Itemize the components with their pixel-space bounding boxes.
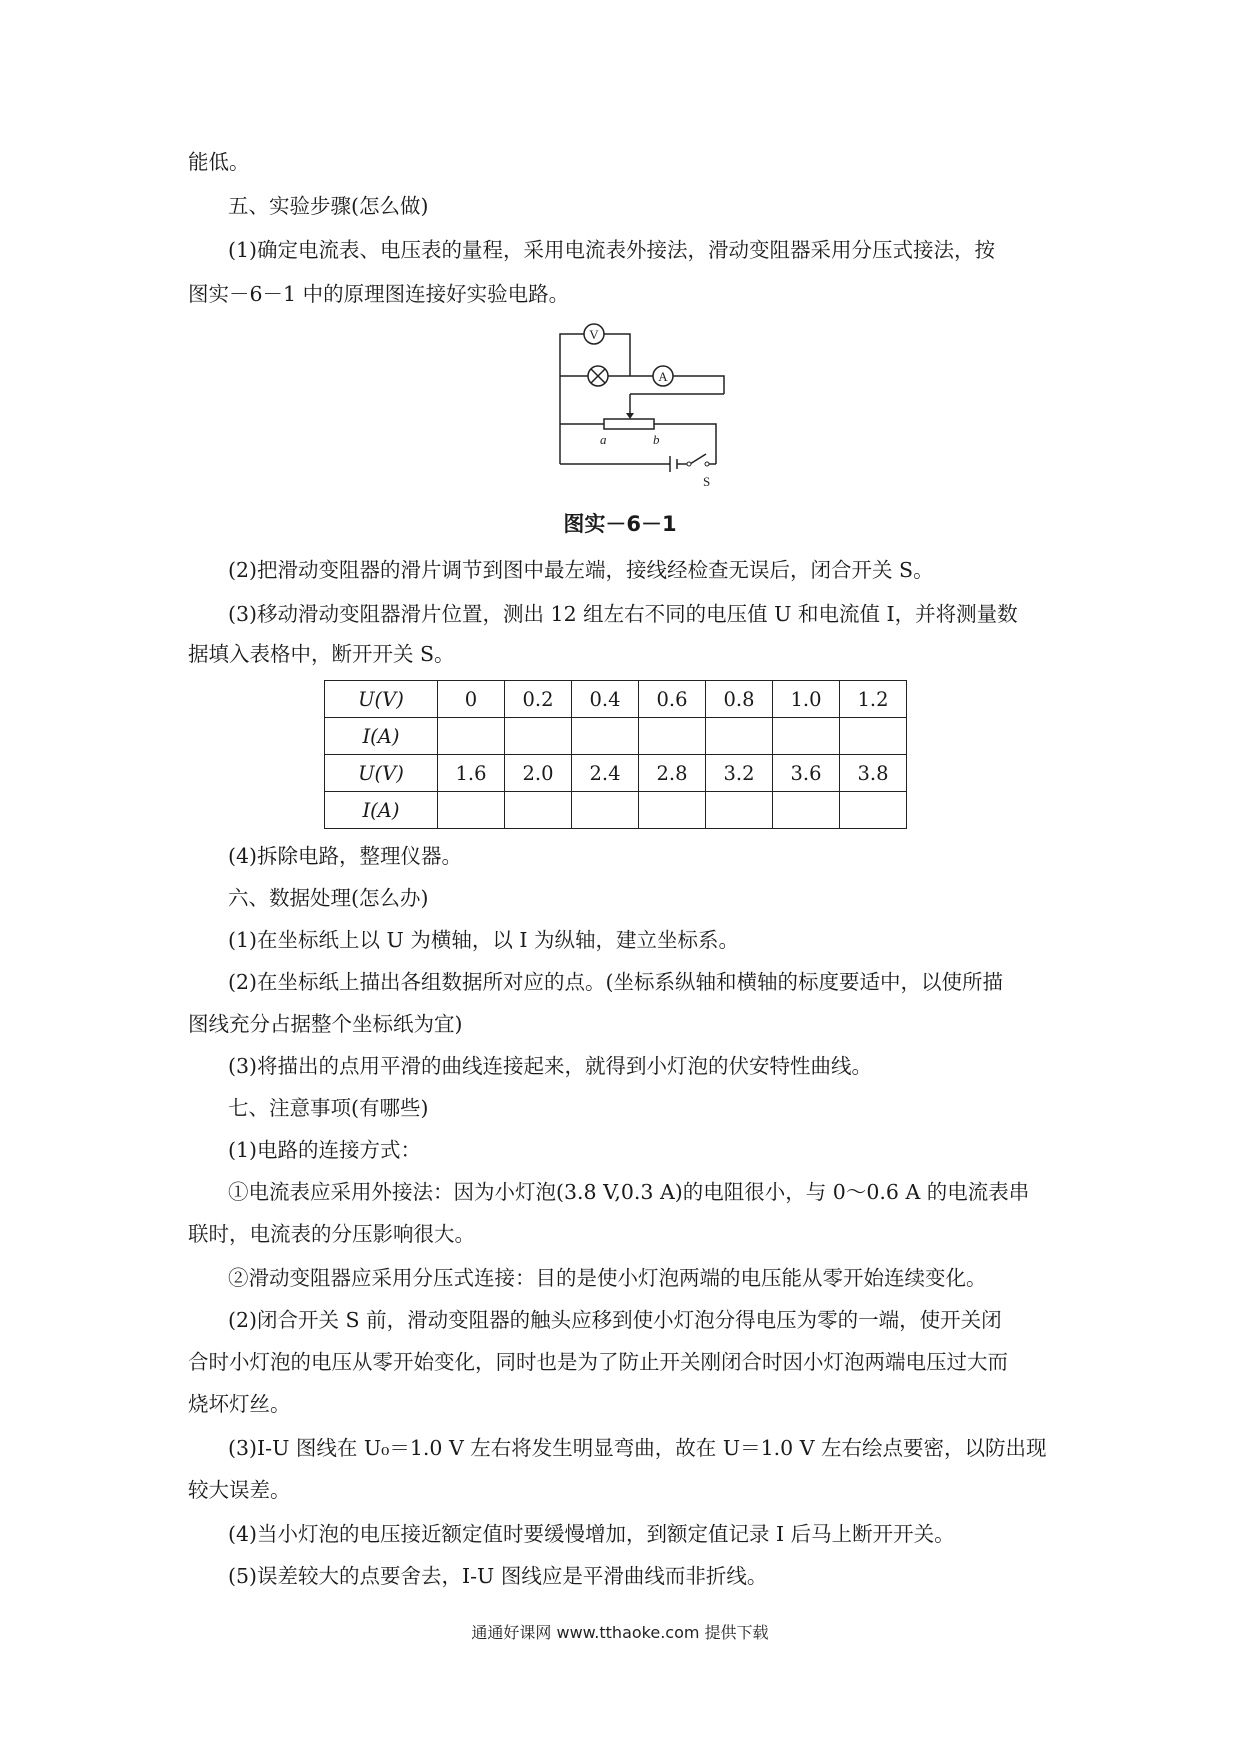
table-cell	[639, 792, 706, 829]
table-cell: 3.6	[773, 755, 840, 792]
text-line: (1)电路的连接方式：	[228, 1138, 422, 1162]
table-cell	[840, 792, 907, 829]
table-cell: 0	[438, 681, 505, 718]
text-line: (4)拆除电路，整理仪器。	[228, 844, 463, 868]
section-heading-data: 六、数据处理(怎么办)	[228, 886, 429, 910]
table-cell: 0.8	[706, 681, 773, 718]
text-line: (1)在坐标纸上以 U 为横轴，以 I 为纵轴，建立坐标系。	[228, 928, 739, 952]
label-b: b	[653, 432, 660, 447]
rheostat-symbol	[604, 419, 654, 429]
table-row	[325, 755, 907, 792]
text-line: (2)把滑动变阻器的滑片调节到图中最左端，接线经检查无误后，闭合开关 S。	[228, 558, 934, 582]
table-cell	[438, 718, 505, 755]
table-cell	[505, 718, 572, 755]
text-line: 图线充分占据整个坐标纸为宜)	[188, 1012, 463, 1036]
table-cell	[706, 718, 773, 755]
section-heading-steps: 五、实验步骤(怎么做)	[228, 194, 429, 218]
voltmeter-label: V	[589, 327, 599, 342]
text-line: 烧坏灯丝。	[188, 1392, 291, 1416]
table-cell	[505, 792, 572, 829]
text-line: (3)I-U 图线在 U₀＝1.0 V 左右将发生明显弯曲，故在 U＝1.0 V 左右绘点要密，以防出现	[228, 1436, 1047, 1460]
table-cell: 2.8	[639, 755, 706, 792]
table-cell: 1.0	[773, 681, 840, 718]
text-line: ②滑动变阻器应采用分压式连接：目的是使小灯泡两端的电压能从零开始连续变化。	[228, 1266, 987, 1290]
table-cell	[773, 718, 840, 755]
text-line: 据填入表格中，断开开关 S。	[188, 642, 455, 666]
table-cell: U(V)	[325, 755, 438, 792]
table-row	[325, 792, 907, 829]
table-cell: 2.0	[505, 755, 572, 792]
table-cell: 0.6	[639, 681, 706, 718]
text-line: ①电流表应采用外接法：因为小灯泡(3.8 V,0.3 A)的电阻很小，与 0～0.6 A 的电流表串	[228, 1180, 1030, 1204]
table-cell	[572, 718, 639, 755]
figure-caption: 图实－6－1	[563, 512, 677, 536]
text-line: 图实－6－1 中的原理图连接好实验电路。	[188, 282, 570, 306]
table-cell: 0.2	[505, 681, 572, 718]
table-cell	[438, 792, 505, 829]
table-cell: 1.2	[840, 681, 907, 718]
text-line: (4)当小灯泡的电压接近额定值时要缓慢增加，到额定值记录 I 后马上断开开关。	[228, 1522, 955, 1546]
table-cell: 1.6	[438, 755, 505, 792]
table-cell	[840, 718, 907, 755]
text-line: 能低。	[188, 150, 250, 174]
text-line: 合时小灯泡的电压从零开始变化，同时也是为了防止开关刚闭合时因小灯泡两端电压过大而	[188, 1350, 1008, 1374]
circuit-diagram	[540, 318, 740, 490]
label-s: S	[703, 474, 711, 489]
table-cell: 0.4	[572, 681, 639, 718]
ammeter-label: A	[658, 369, 668, 384]
table-cell: 3.2	[706, 755, 773, 792]
table-row	[325, 718, 907, 755]
page-footer: 通通好课网 www.tthaoke.com 提供下载	[471, 1623, 769, 1642]
table-cell	[572, 792, 639, 829]
table-cell	[773, 792, 840, 829]
table-cell: U(V)	[325, 681, 438, 718]
text-line: (3)将描出的点用平滑的曲线连接起来，就得到小灯泡的伏安特性曲线。	[228, 1054, 873, 1078]
table-cell: 3.8	[840, 755, 907, 792]
table-cell: 2.4	[572, 755, 639, 792]
label-a: a	[600, 432, 607, 447]
table-row	[325, 681, 907, 718]
table-cell	[639, 718, 706, 755]
text-line: (3)移动滑动变阻器滑片位置，测出 12 组左右不同的电压值 U 和电流值 I，并将测量数	[228, 602, 1018, 626]
text-line: (2)在坐标纸上描出各组数据所对应的点。(坐标系纵轴和横轴的标度要适中，以使所描	[228, 970, 1004, 994]
section-heading-notes: 七、注意事项(有哪些)	[228, 1096, 429, 1120]
text-line: (5)误差较大的点要舍去，I-U 图线应是平滑曲线而非折线。	[228, 1564, 768, 1588]
table-cell	[706, 792, 773, 829]
text-line: 联时，电流表的分压影响很大。	[188, 1222, 475, 1246]
data-table	[324, 680, 907, 829]
text-line: 较大误差。	[188, 1478, 291, 1502]
table-cell: I(A)	[325, 792, 438, 829]
switch-symbol	[690, 454, 706, 464]
table-cell: I(A)	[325, 718, 438, 755]
text-line: (1)确定电流表、电压表的量程，采用电流表外接法，滑动变阻器采用分压式接法，按	[228, 238, 996, 262]
text-line: (2)闭合开关 S 前，滑动变阻器的触头应移到使小灯泡分得电压为零的一端，使开关闭	[228, 1308, 1002, 1332]
